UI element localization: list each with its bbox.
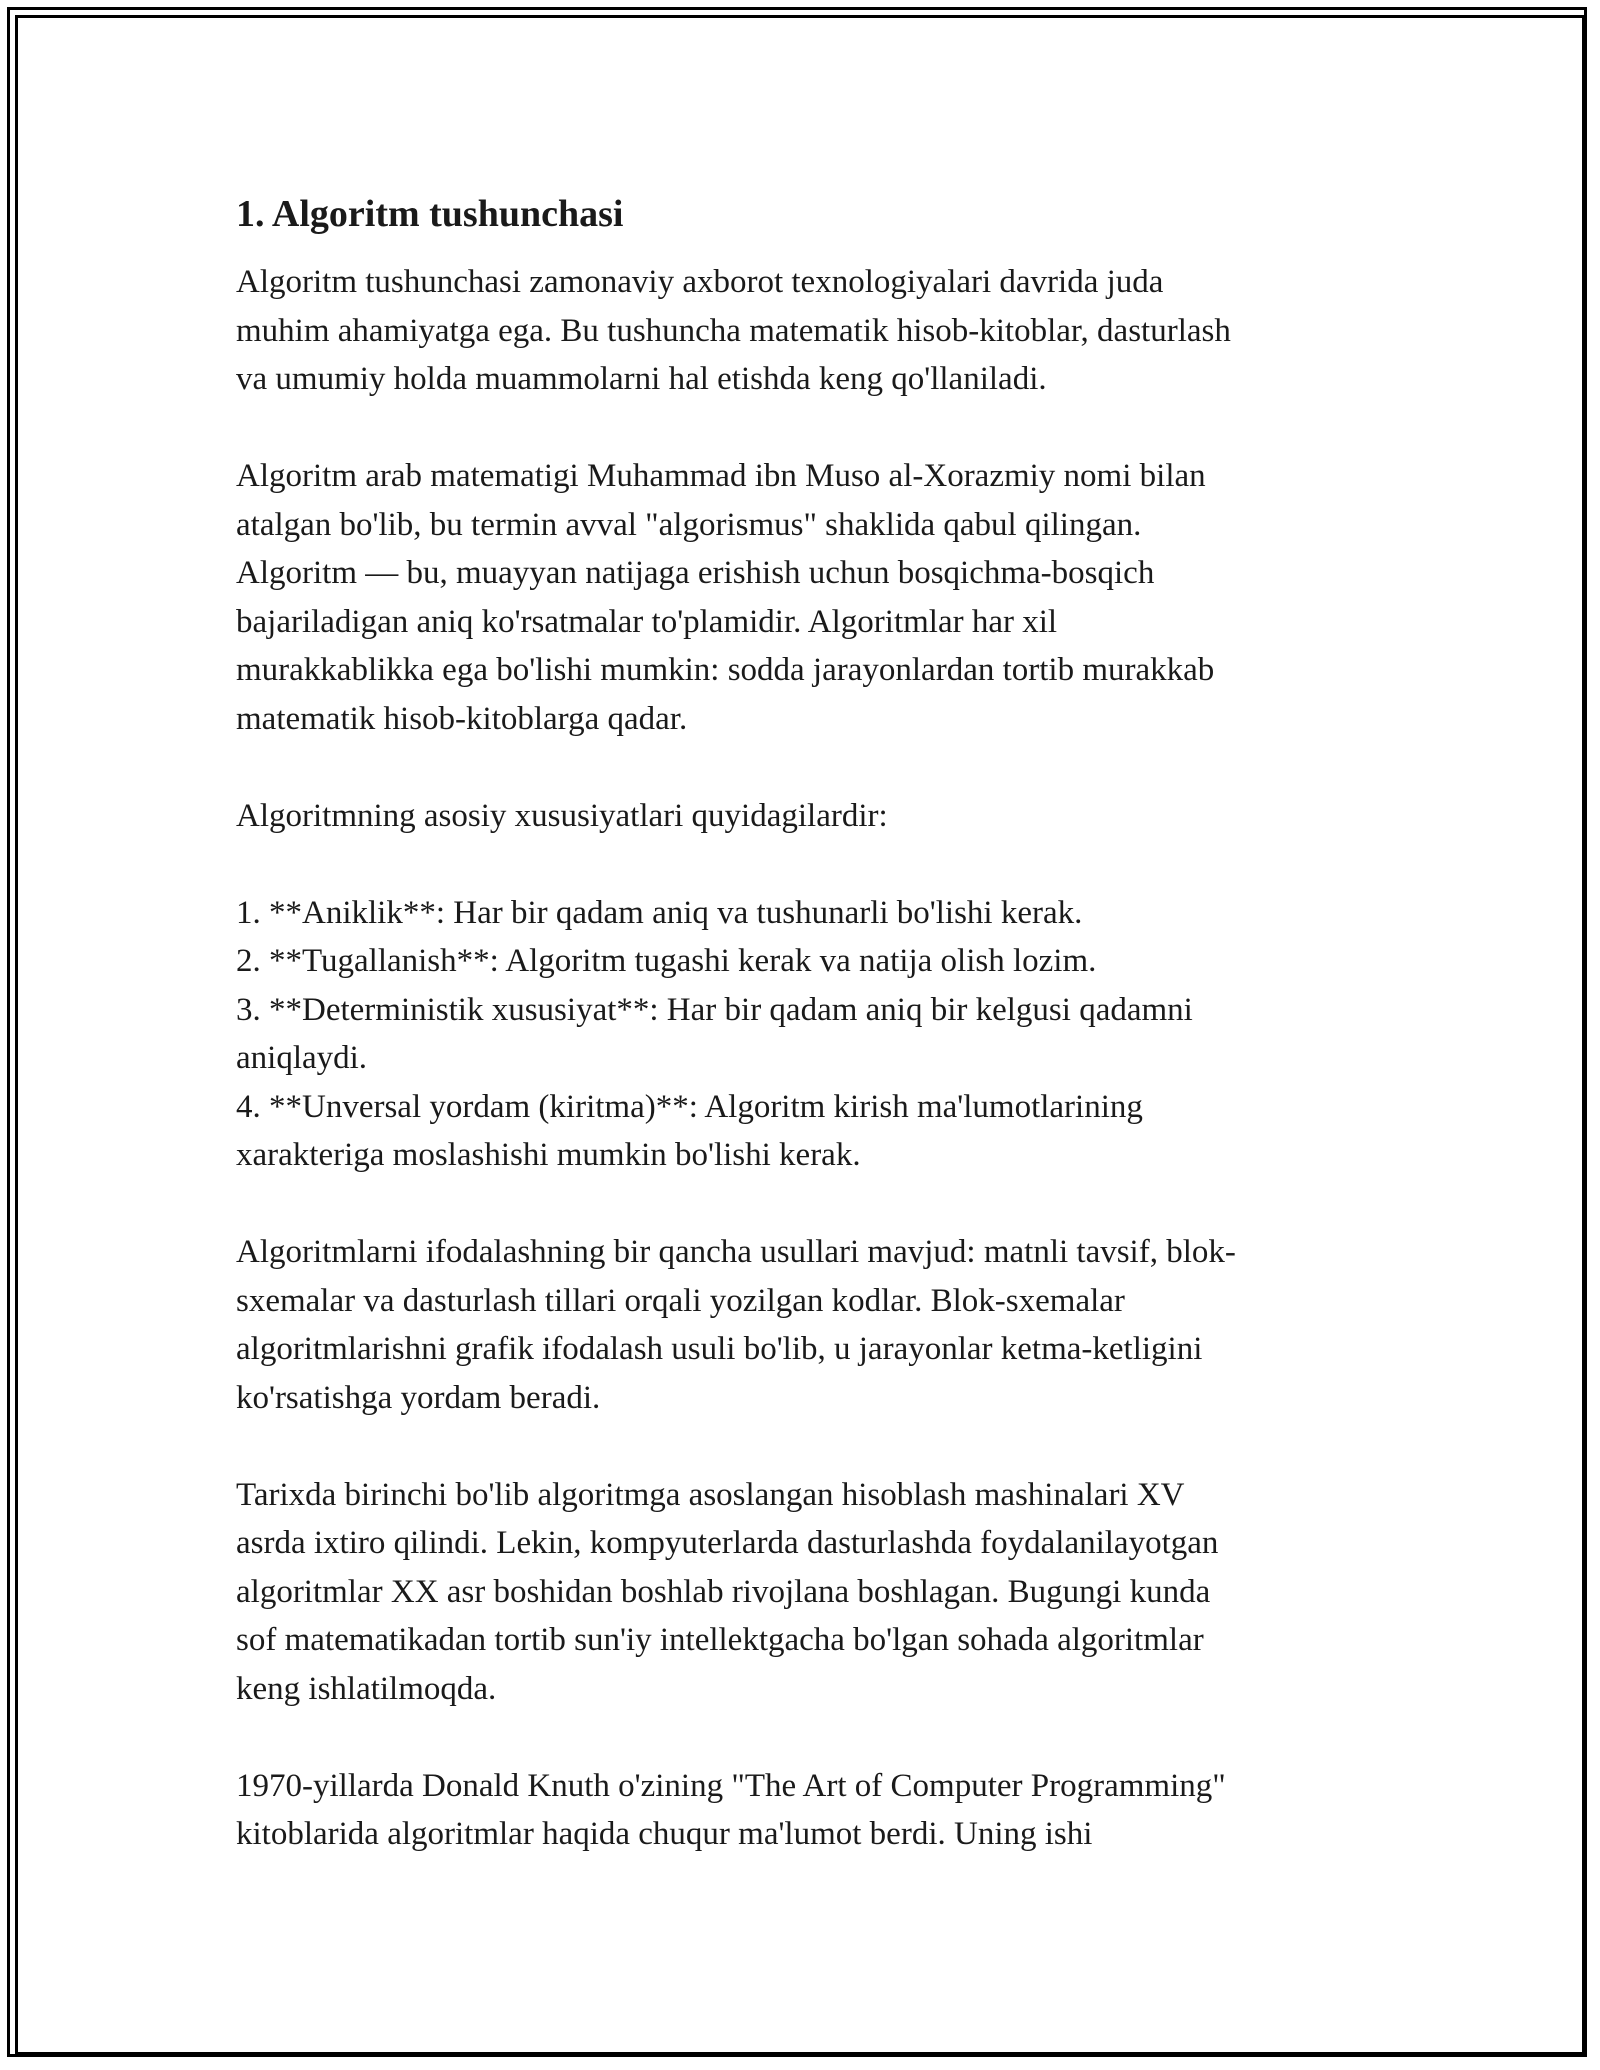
paragraph-knuth: 1970-yillarda Donald Knuth o'zining "The Art of Computer Programming" kitoblarida algoritmlar haqida chuqur ma'lumot berdi. Uning ishi: [236, 1767, 1226, 1852]
paragraph-origin: Algoritm arab matematigi Muhammad ibn Muso al-Xorazmiy nomi bilan atalgan bo'lib, bu termin avval "algorismus" shaklida qabul qilingan. Algoritm — bu, muayyan natijaga erishish uchun bosqichma-bosqich bajariladigan aniq ko'rsatmalar to'plamidir. Algoritmlar har xil murakkablikka ega bo'lishi mumkin: sodda jarayonlardan tortib murakkab matematik hisob-kitoblarga qadar.: [236, 458, 1215, 737]
paragraph-gap: [236, 743, 1356, 792]
section-heading: 1. Algoritm tushunchasi: [236, 193, 624, 235]
document-body: [236, 186, 1356, 1859]
properties-list: 1. **Aniklik**: Har bir qadam aniq va tushunarli bo'lishi kerak. 2. **Tugallanish**: Algoritm tugashi kerak va natija olish lozim. 3. **Deterministik xususiyat**: Har bir qadam aniq bir kelgusi qadamni aniqlaydi. 4. **Unversal yordam (kiritma)**: Algoritm kirish ma'lumotlarining xarakteriga moslashishi mumkin bo'lishi kerak.: [236, 894, 1193, 1173]
paragraph-properties-intro: Algoritmning asosiy xususiyatlari quyidagilardir:: [236, 797, 888, 834]
paragraph-gap: [236, 404, 1356, 453]
paragraph-intro: Algoritm tushunchasi zamonaviy axborot texnologiyalari davrida juda muhim ahamiyatga ega. Bu tushuncha matematik hisob-kitoblar, dasturlash va umumiy holda muammolarni hal etishda keng qo'llaniladi.: [236, 264, 1231, 397]
paragraph-history: Tarixda birinchi bo'lib algoritmga asoslangan hisoblash mashinalari XV asrda ixtiro qilindi. Lekin, kompyuterlarda dasturlashda foydalanilayotgan algoritmlar XX asr boshidan boshlab rivojlana boshlagan. Bugungi kunda sof matematikadan tortib sun'iy intellektgacha bo'lgan sohada algoritmlar keng ishlatilmoqda.: [236, 1476, 1219, 1707]
paragraph-gap: [236, 1713, 1356, 1762]
paragraph-gap: [236, 1180, 1356, 1229]
paragraph-representation: Algoritmlarni ifodalashning bir qancha usullari mavjud: matnli tavsif, blok- sxemalar va dasturlash tillari orqali yozilgan kodlar. Blok-sxemalar algoritmlarishni grafik ifodalash usuli bo'lib, u jarayonlar ketma-ketligini ko'rsatishga yordam beradi.: [236, 1234, 1236, 1416]
paragraph-gap: [236, 1422, 1356, 1471]
paragraph-gap: [236, 840, 1356, 889]
